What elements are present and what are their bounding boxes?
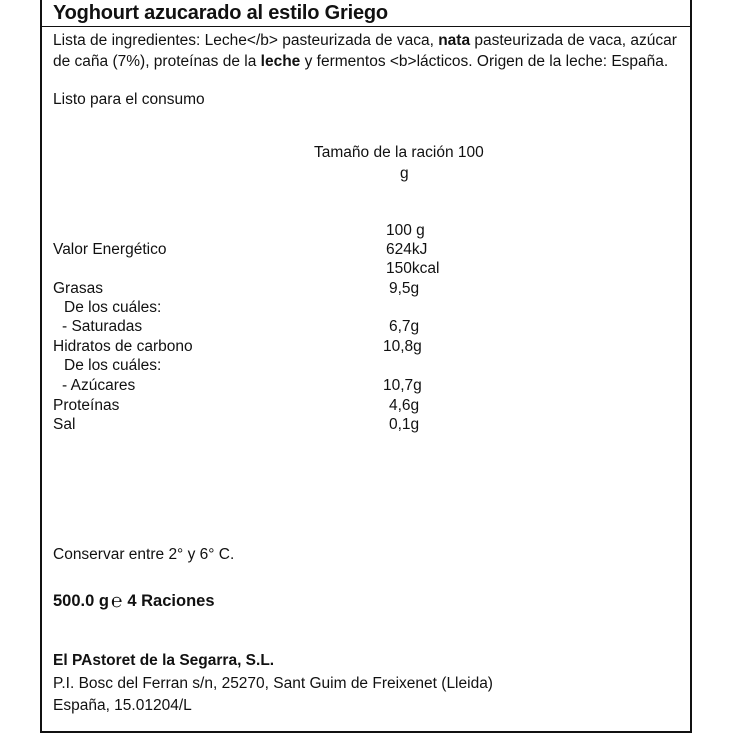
nutrient-label: Proteínas <box>53 397 120 414</box>
ingredients-text-2: pasteurizada de vaca, azúcar de caña (7%), proteínas de la <box>53 32 677 70</box>
nutrient-label: - Saturadas <box>62 318 143 335</box>
estimated-e-icon: ℮ <box>110 591 123 612</box>
net-weight: 500.0 g <box>53 592 109 610</box>
energy-kj-value: 624kJ <box>386 241 428 258</box>
portions: 4 Raciones <box>127 592 215 610</box>
title-divider <box>42 26 690 27</box>
nutrient-label: Grasas <box>53 280 103 297</box>
nutrient-label: - Azúcares <box>62 377 136 394</box>
product-title: Yoghourt azucarado al estilo Griego <box>53 2 388 24</box>
producer-name: El PAstoret de la Segarra, S.L. <box>53 652 275 669</box>
ready-note: Listo para el consumo <box>53 91 205 108</box>
per-100g-header: 100 g <box>386 222 425 239</box>
ingredient-bold-nata: nata <box>438 32 471 49</box>
energy-kcal-value: 150kcal <box>386 260 440 277</box>
nutrient-value: 0,1g <box>389 416 420 433</box>
nutrient-label: Hidratos de carbono <box>53 338 193 355</box>
ingredient-bold-leche: leche <box>260 53 301 70</box>
serving-size-line2: g <box>400 165 409 182</box>
net-weight-line <box>53 590 215 612</box>
serving-size-line1: Tamaño de la ración 100 <box>314 144 484 161</box>
ingredients-text-1: Lista de ingredientes: Leche</b> pasteurizada de vaca, <box>53 32 439 49</box>
producer-registry: España, 15.01204/L <box>53 697 192 714</box>
energy-label: Valor Energético <box>53 241 167 258</box>
nutrient-value: 10,8g <box>383 338 422 355</box>
nutrient-sublabel: De los cuáles: <box>64 299 162 316</box>
nutrition-label <box>40 0 692 733</box>
ingredients-text-3: y fermentos <b>lácticos. Origen de la leche: España. <box>300 53 669 70</box>
storage-instructions: Conservar entre 2° y 6° C. <box>53 546 235 563</box>
producer-address: P.I. Bosc del Ferran s/n, 25270, Sant Guim de Freixenet (Lleida) <box>53 675 493 692</box>
nutrient-value: 9,5g <box>389 280 420 297</box>
nutrient-value: 10,7g <box>383 377 422 394</box>
nutrient-label: Sal <box>53 416 76 433</box>
nutrient-value: 4,6g <box>389 397 420 414</box>
nutrient-sublabel: De los cuáles: <box>64 357 162 374</box>
ingredients-list <box>53 30 683 72</box>
nutrient-value: 6,7g <box>389 318 420 335</box>
